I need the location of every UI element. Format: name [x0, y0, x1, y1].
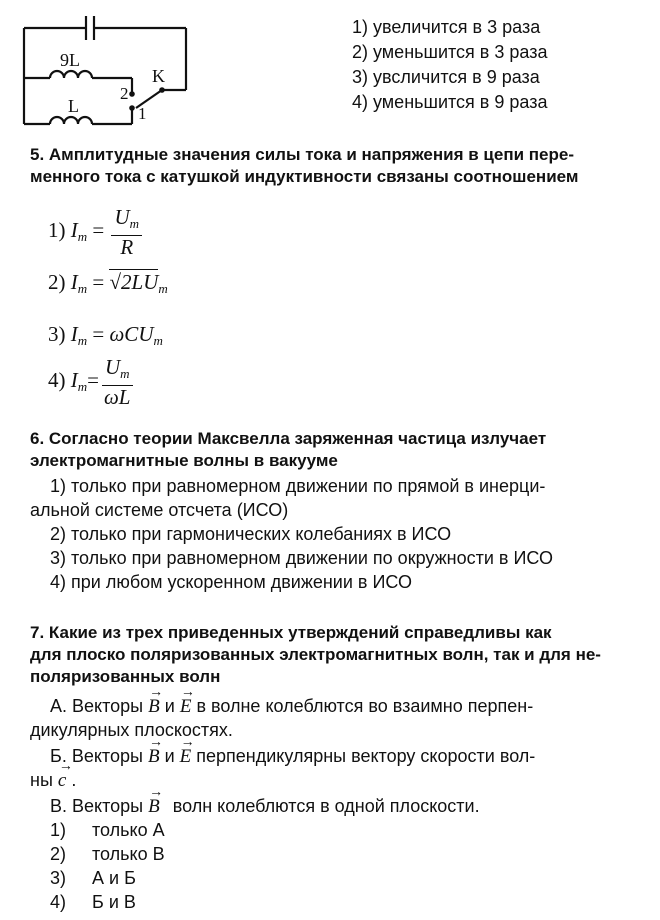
- statement-c-text: волн колеблются в одной плоскости.: [172, 796, 480, 816]
- q5-option-1: [48, 206, 144, 258]
- subscript-m: m: [158, 281, 168, 296]
- circuit-diagram: [0, 0, 200, 130]
- q5-question-line2: менного тока с катушкой индуктивности связаны соотношением: [30, 167, 579, 186]
- label-L: L: [68, 96, 79, 116]
- q7-option-4-text: Б и В: [92, 892, 136, 912]
- q7-option-2: [50, 842, 165, 866]
- subscript-m: m: [77, 333, 88, 348]
- label-K: K: [152, 66, 165, 86]
- q7-question-line1: 7. Какие из трех приведенных утверждений справедливы как: [30, 623, 552, 642]
- vector-e: → E: [180, 745, 192, 769]
- q7-option-1-text: только А: [92, 820, 165, 840]
- subscript-m: m: [120, 366, 130, 381]
- vector-c: → c: [58, 769, 66, 793]
- symbol-I: I: [70, 367, 78, 392]
- equals-sign: =: [92, 217, 105, 242]
- q5-option-2: [48, 270, 168, 297]
- symbol-R: R: [120, 235, 134, 259]
- q5-option-4-number: 4): [48, 367, 66, 392]
- q7-statement-a: [30, 694, 533, 719]
- q7-option-1-number: 1): [50, 820, 67, 840]
- symbol-U: U: [138, 322, 154, 346]
- q7-question-line2: для плоско поляризованных электромагнитных волн, так и для не-: [30, 645, 601, 664]
- q6-answer-4: 4) при любом ускоренном движении в ИСО: [50, 572, 413, 592]
- equals-sign: =: [87, 367, 99, 392]
- q6-answer-2: 2) только при гармонических колебаниях в ИСО: [50, 524, 452, 544]
- q5-option-3-number: 3): [48, 322, 66, 346]
- fraction-um-over-omegal: [101, 356, 134, 408]
- subscript-m: m: [77, 281, 88, 296]
- period: .: [71, 770, 77, 790]
- subscript-m: m: [77, 378, 88, 394]
- q7-statement-c: [30, 794, 480, 819]
- q7-option-3: [50, 866, 165, 890]
- statement-a-prefix: А. Векторы: [50, 696, 144, 716]
- q6-answer-3: 3) только при равномерном движении по окружности в ИСО: [50, 548, 553, 568]
- q7-question: [30, 622, 601, 688]
- q7-question-line3: поляризованных волн: [30, 667, 221, 686]
- q6-question-line1: 6. Согласно теории Максвелла заряженная частица излучает: [30, 429, 547, 448]
- symbol-U: U: [104, 355, 121, 379]
- sqrt-2l: √2L: [109, 270, 144, 294]
- q4-option-2: 2) уменьшится в 3 раза: [352, 42, 548, 62]
- q7-option-3-text: А и Б: [92, 868, 136, 888]
- symbol-I: I: [70, 322, 78, 346]
- q5-question: [30, 144, 578, 188]
- symbol-I: I: [70, 270, 78, 294]
- label-2: 2: [120, 84, 129, 103]
- statement-a-text: в волне колеблются во взаимно перпен-: [196, 696, 534, 716]
- statement-b-prefix: Б. Векторы: [50, 746, 143, 766]
- symbol-U: U: [114, 205, 130, 229]
- q7-option-2-number: 2): [50, 844, 67, 864]
- q7-statement-a-line2: дикулярных плоскостях.: [30, 720, 233, 740]
- q4-option-1: 1) увеличится в 3 раза: [352, 17, 541, 37]
- subscript-m: m: [77, 228, 88, 244]
- q5-option-1-number: 1): [48, 217, 66, 242]
- q6-answer-1-line2: альной системе отсчета (ИСО): [30, 500, 289, 520]
- q7-options: [50, 818, 165, 914]
- q4-option-4: 4) уменьшится в 9 раза: [352, 92, 548, 112]
- q7-option-4-number: 4): [50, 892, 67, 912]
- vector-b: → B: [148, 795, 160, 819]
- label-9L: 9L: [60, 50, 80, 70]
- statement-b-continuation: ны: [30, 770, 53, 790]
- q7-option-3-number: 3): [50, 868, 67, 888]
- subscript-m: m: [129, 216, 140, 231]
- q5-option-4: [48, 356, 136, 408]
- q7-option-1: [50, 818, 165, 842]
- q7-option-2-text: только В: [92, 844, 165, 864]
- q6-question-line2: электромагнитные волны в вакууме: [30, 451, 338, 470]
- q6-question: [30, 428, 546, 472]
- q4-option-3: 3) увсличится в 9 раза: [352, 67, 540, 87]
- label-1: 1: [138, 104, 147, 123]
- equals-sign: =: [92, 270, 105, 294]
- equals-sign: =: [92, 322, 105, 346]
- omega-l: ωL: [103, 385, 131, 409]
- fraction-um-over-r: [111, 206, 142, 258]
- q7-statement-b-line2: [30, 768, 76, 793]
- symbol-I: I: [70, 217, 78, 242]
- q5-option-3: [48, 322, 163, 349]
- circuit-drawing: [0, 0, 200, 130]
- q5-option-2-number: 2): [48, 270, 66, 294]
- vector-e: → E: [180, 695, 192, 719]
- q5-question-line1: 5. Амплитудные значения силы тока и напряжения в цепи пере-: [30, 145, 574, 164]
- statement-b-text: перпендикулярны вектору скорости вол-: [196, 746, 536, 766]
- conjunction-and: и: [164, 746, 175, 766]
- subscript-m: m: [153, 333, 163, 348]
- conjunction-and: и: [164, 696, 175, 716]
- q6-answers: [30, 474, 553, 594]
- omega-c: ωC: [109, 322, 139, 346]
- q7-statement-b: [30, 744, 535, 769]
- vector-b: → B: [148, 745, 160, 769]
- vector-b: → B: [148, 695, 160, 719]
- q7-option-4: [50, 890, 165, 914]
- symbol-U: U: [143, 270, 159, 294]
- q6-answer-1-line1: 1) только при равномерном движении по прямой в инерци-: [50, 476, 546, 496]
- statement-c-prefix: В. Векторы: [50, 796, 144, 816]
